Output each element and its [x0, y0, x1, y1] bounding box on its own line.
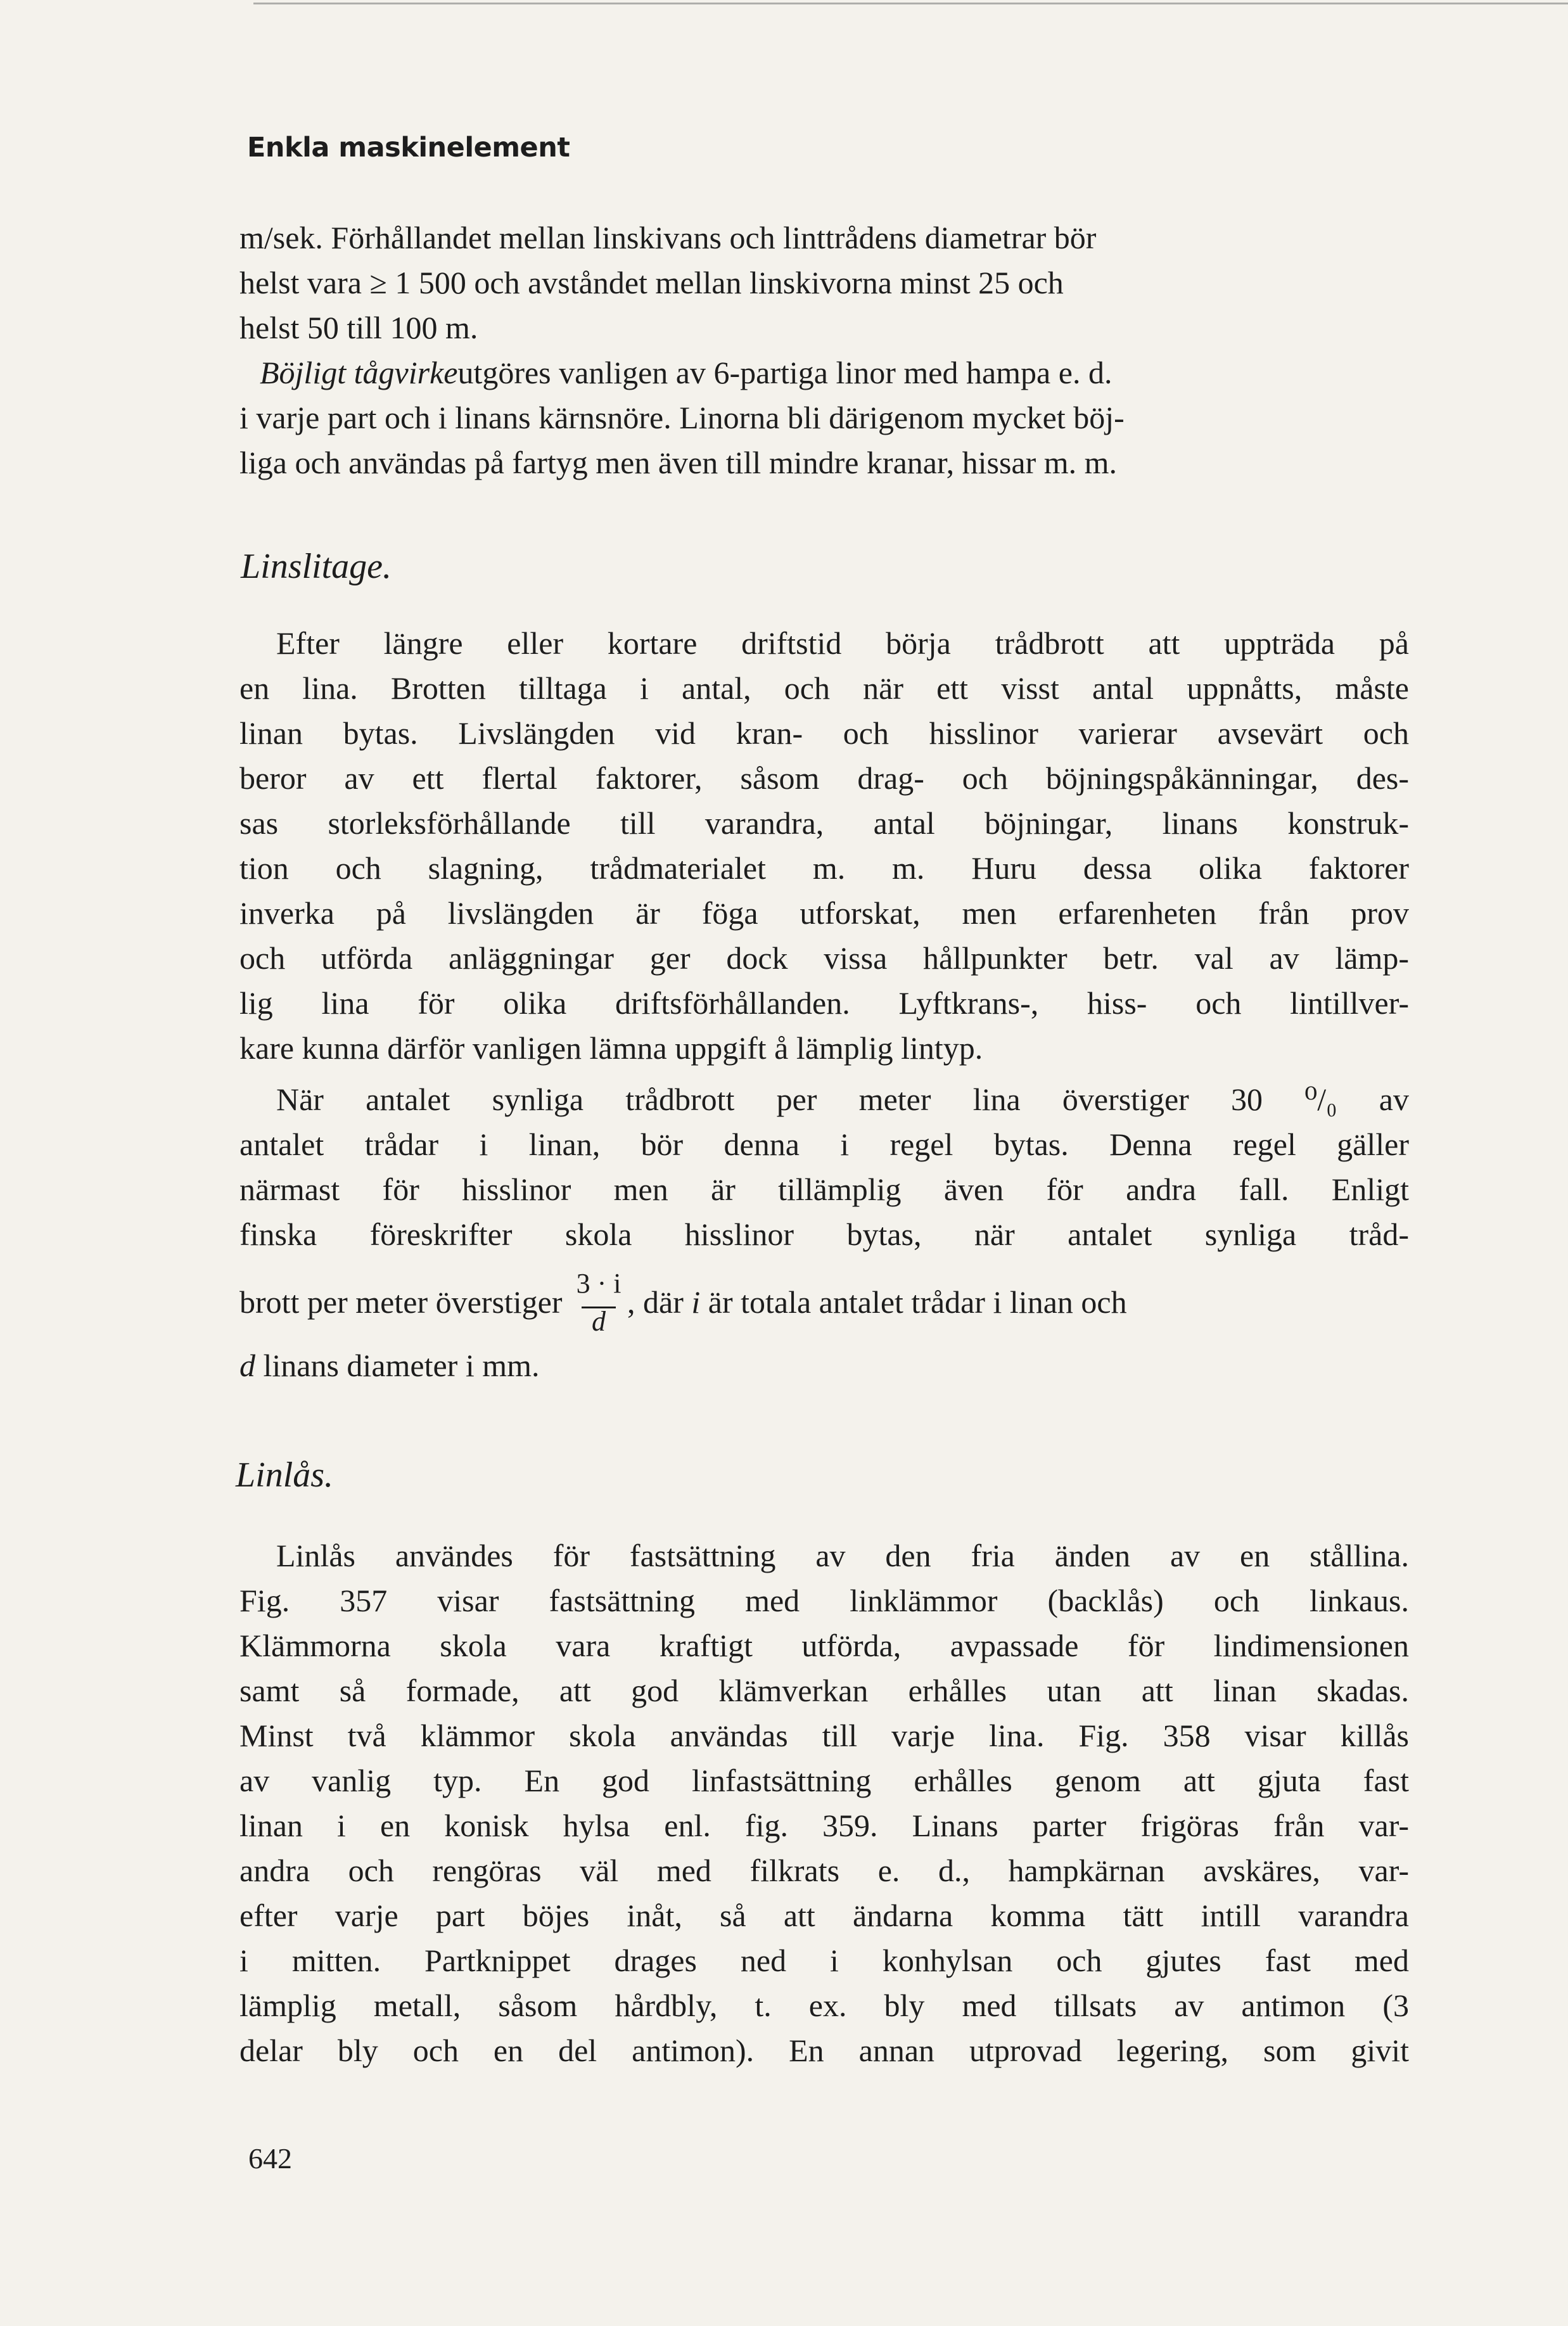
- text-line: andra och rengöras väl med filkrats e. d., hampkärnan avskäres, var-: [239, 1853, 1409, 1888]
- text-line: antalet trådar i linan, bör denna i regel bytas. Denna regel gäller: [239, 1127, 1409, 1162]
- text-line: efter varje part böjes inåt, så att ändarna komma tätt intill varandra: [239, 1898, 1409, 1933]
- text-line: av vanlig typ. En god linfastsättning erhålles genom att gjuta fast: [239, 1763, 1409, 1798]
- text-fragment: är totala antalet trådar i linan och: [700, 1284, 1127, 1320]
- text-line: tion och slagning, trådmaterialet m. m. Huru dessa olika faktorer: [239, 850, 1409, 886]
- text-line: delar bly och en del antimon). En annan utprovad legering, som givit: [239, 2033, 1409, 2068]
- text-line: sas storleksförhållande till varandra, antal böjningar, linans konstruk-: [239, 805, 1409, 841]
- text-fragment: utgöres vanligen av 6-partiga linor med hampa e. d.: [457, 355, 1112, 390]
- text-line: [260, 350, 1409, 395]
- text-fragment: linans diameter i mm.: [255, 1348, 540, 1383]
- text-line: Linlås användes för fastsättning av den fria änden av en stållina.: [276, 1538, 1409, 1573]
- text-line: finska föreskrifter skola hisslinor bytas, när antalet synliga tråd-: [239, 1217, 1409, 1252]
- section-heading: Linlås.: [236, 1455, 334, 1495]
- text-line: [239, 1343, 1409, 1388]
- text-line: m/sek. Förhållandet mellan linskivans och linttrådens diametrar bör: [239, 220, 1097, 255]
- text-line: helst vara ≥ 1 500 och avståndet mellan linskivorna minst 25 och: [239, 265, 1064, 300]
- fraction-numerator: 3 · i: [576, 1268, 621, 1299]
- text-line: i mitten. Partknippet drages ned i konhylsan och gjutes fast med: [239, 1943, 1409, 1978]
- text-line: en lina. Brotten tilltaga i antal, och när ett visst antal uppnåtts, måste: [239, 670, 1409, 706]
- fraction: [570, 1268, 627, 1337]
- text-line: linan i en konisk hylsa enl. fig. 359. Linans parter frigöras från var-: [239, 1808, 1409, 1843]
- page-number: 642: [248, 2142, 292, 2175]
- text-line: Efter längre eller kortare driftstid börja trådbrott att uppträda på: [276, 625, 1409, 661]
- formula-line: [239, 1268, 1409, 1337]
- section-heading: Linslitage.: [241, 547, 392, 586]
- text-line: lig lina för olika driftsförhållanden. Lyftkrans-, hiss- och lintillver-: [239, 985, 1409, 1021]
- text-line: lämplig metall, såsom hårdbly, t. ex. bly med tillsats av antimon (3: [239, 1988, 1409, 2023]
- text-fragment: d: [239, 1348, 255, 1383]
- top-rule: [253, 3, 1568, 4]
- text-line: linan bytas. Livslängden vid kran- och hisslinor varierar avsevärt och: [239, 715, 1409, 751]
- text-line: inverka på livslängden är föga utforskat, men erfarenheten från prov: [239, 895, 1409, 931]
- text-line: samt så formade, att god klämverkan erhålles utan att linan skadas.: [239, 1673, 1409, 1708]
- text-line: Minst två klämmor skola användas till varje lina. Fig. 358 visar killås: [239, 1718, 1409, 1753]
- running-head: Enkla maskinelement: [247, 132, 570, 163]
- text-line: liga och användas på fartyg men även till mindre kranar, hissar m. m.: [239, 445, 1118, 480]
- text-line: kare kunna därför vanligen lämna uppgift å lämplig lintyp.: [239, 1030, 983, 1066]
- text-line: och utförda anläggningar ger dock vissa hållpunkter betr. val av lämp-: [239, 940, 1409, 976]
- text-line: När antalet synliga trådbrott per meter lina överstiger 30 ⁰/₀ av: [276, 1082, 1409, 1117]
- text-line: helst 50 till 100 m.: [239, 310, 478, 345]
- text-line: Klämmorna skola vara kraftigt utförda, avpassade för lindimensionen: [239, 1628, 1409, 1663]
- text-line: beror av ett flertal faktorer, såsom drag- och böjningspåkänningar, des-: [239, 760, 1409, 796]
- text-fragment: , där: [627, 1284, 692, 1320]
- text-line: i varje part och i linans kärnsnöre. Linorna bli därigenom mycket böj-: [239, 400, 1125, 435]
- text-fragment: i: [691, 1284, 701, 1320]
- text-line: närmast för hisslinor men är tillämplig även för andra fall. Enligt: [239, 1172, 1409, 1207]
- italic-term: Böjligt tågvirke: [260, 355, 458, 390]
- text-line: Fig. 357 visar fastsättning med linklämmor (backlås) och linkaus.: [239, 1583, 1409, 1618]
- fraction-denominator: d: [592, 1306, 606, 1337]
- text-fragment: brott per meter överstiger: [239, 1284, 563, 1320]
